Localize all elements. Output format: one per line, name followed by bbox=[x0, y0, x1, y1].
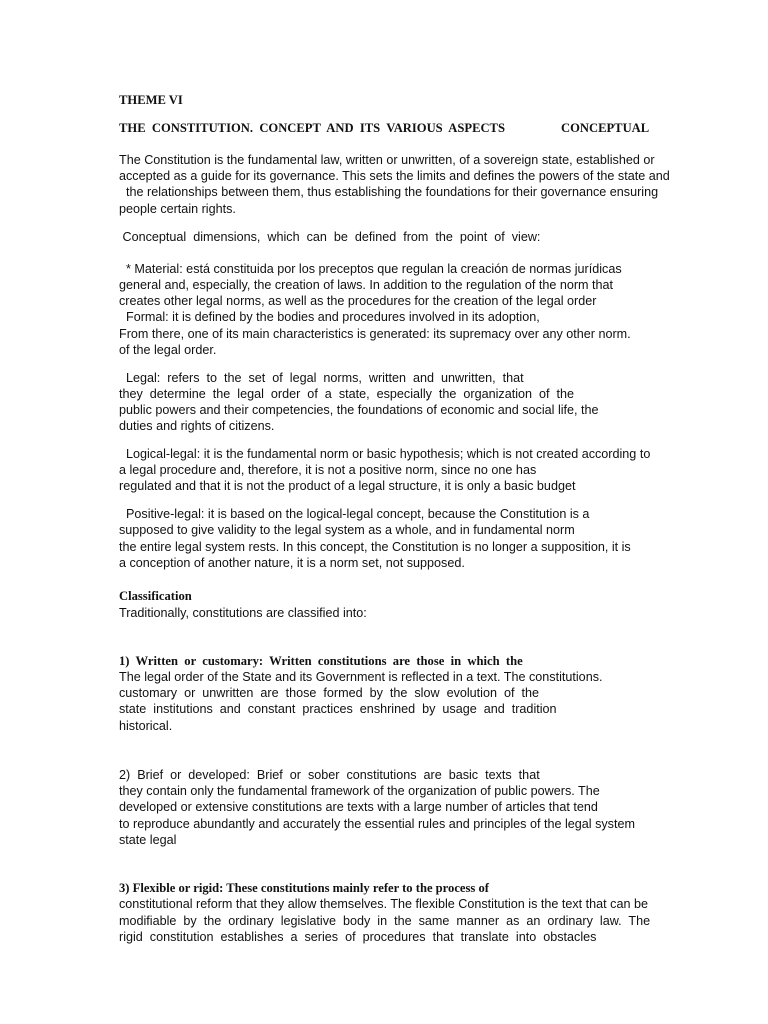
title-side: CONCEPTUAL bbox=[561, 121, 650, 135]
intro-line: the relationships between them, thus establishing the foundations for their governance ensuring bbox=[119, 185, 659, 199]
title-main: THE CONSTITUTION. CONCEPT AND ITS VARIOUS ASPECTS bbox=[119, 121, 505, 135]
item1-line: state institutions and constant practices enshrined by usage and tradition bbox=[119, 702, 557, 716]
theme-heading: THEME VI bbox=[119, 93, 183, 107]
legal-line: public powers and their competencies, the foundations of economic and social life, the bbox=[119, 403, 599, 417]
logical-legal-line: a legal procedure and, therefore, it is not a positive norm, since no one has bbox=[119, 463, 537, 477]
intro-line: accepted as a guide for its governance. This sets the limits and defines the powers of the state and bbox=[119, 169, 670, 183]
intro-line: people certain rights. bbox=[119, 202, 236, 216]
item3-heading: 3) Flexible or rigid: These constitutions mainly refer to the process of bbox=[119, 881, 489, 895]
classification-heading: Classification bbox=[119, 589, 192, 603]
material-line: general and, especially, the creation of laws. In addition to the regulation of the norm that bbox=[119, 278, 614, 292]
item2-line: 2) Brief or developed: Brief or sober constitutions are basic texts that bbox=[119, 768, 540, 782]
logical-legal-line: regulated and that it is not the product of a legal structure, it is only a basic budget bbox=[119, 479, 576, 493]
material-line: creates other legal norms, as well as the procedures for the creation of the legal order bbox=[119, 294, 597, 308]
item1-line: customary or unwritten are those formed by the slow evolution of the bbox=[119, 686, 539, 700]
legal-line: they determine the legal order of a state, especially the organization of the bbox=[119, 387, 575, 401]
positive-legal-line: Positive-legal: it is based on the logical-legal concept, because the Constitution is a bbox=[119, 507, 590, 521]
conceptual-dimensions-line: Conceptual dimensions, which can be defined from the point of view: bbox=[119, 230, 541, 244]
item3-line: constitutional reform that they allow themselves. The flexible Constitution is the text that can be bbox=[119, 897, 648, 911]
item3-line: rigid constitution establishes a series of procedures that translate into obstacles bbox=[119, 930, 597, 944]
material-line: * Material: está constituida por los preceptos que regulan la creación de normas jurídicas bbox=[119, 262, 622, 276]
item2-line: to reproduce abundantly and accurately the essential rules and principles of the legal system bbox=[119, 817, 635, 831]
classification-intro: Traditionally, constitutions are classified into: bbox=[119, 606, 367, 620]
item2-line: they contain only the fundamental framework of the organization of public powers. The bbox=[119, 784, 600, 798]
item1-line: The legal order of the State and its Government is reflected in a text. The constitutions. bbox=[119, 670, 603, 684]
item3-line: modifiable by the ordinary legislative body in the same manner as an ordinary law. The bbox=[119, 914, 651, 928]
document-title bbox=[119, 121, 673, 136]
item1-line: historical. bbox=[119, 719, 173, 733]
intro-line: The Constitution is the fundamental law, written or unwritten, of a sovereign state, established or bbox=[119, 153, 655, 167]
formal-line: of the legal order. bbox=[119, 343, 217, 357]
positive-legal-line: a conception of another nature, it is a norm set, not supposed. bbox=[119, 556, 465, 570]
positive-legal-line: supposed to give validity to the legal system as a whole, and in fundamental norm bbox=[119, 523, 575, 537]
legal-line: duties and rights of citizens. bbox=[119, 419, 275, 433]
logical-legal-line: Logical-legal: it is the fundamental norm or basic hypothesis; which is not created according to bbox=[119, 447, 651, 461]
item1-heading: 1) Written or customary: Written constitutions are those in which the bbox=[119, 654, 523, 668]
legal-line: Legal: refers to the set of legal norms, written and unwritten, that bbox=[119, 371, 524, 385]
formal-line: Formal: it is defined by the bodies and procedures involved in its adoption, bbox=[119, 310, 540, 324]
positive-legal-line: the entire legal system rests. In this concept, the Constitution is no longer a supposition, it is bbox=[119, 540, 631, 554]
formal-line: From there, one of its main characteristics is generated: its supremacy over any other norm. bbox=[119, 327, 631, 341]
item2-line: state legal bbox=[119, 833, 177, 847]
item2-line: developed or extensive constitutions are texts with a large number of articles that tend bbox=[119, 800, 598, 814]
